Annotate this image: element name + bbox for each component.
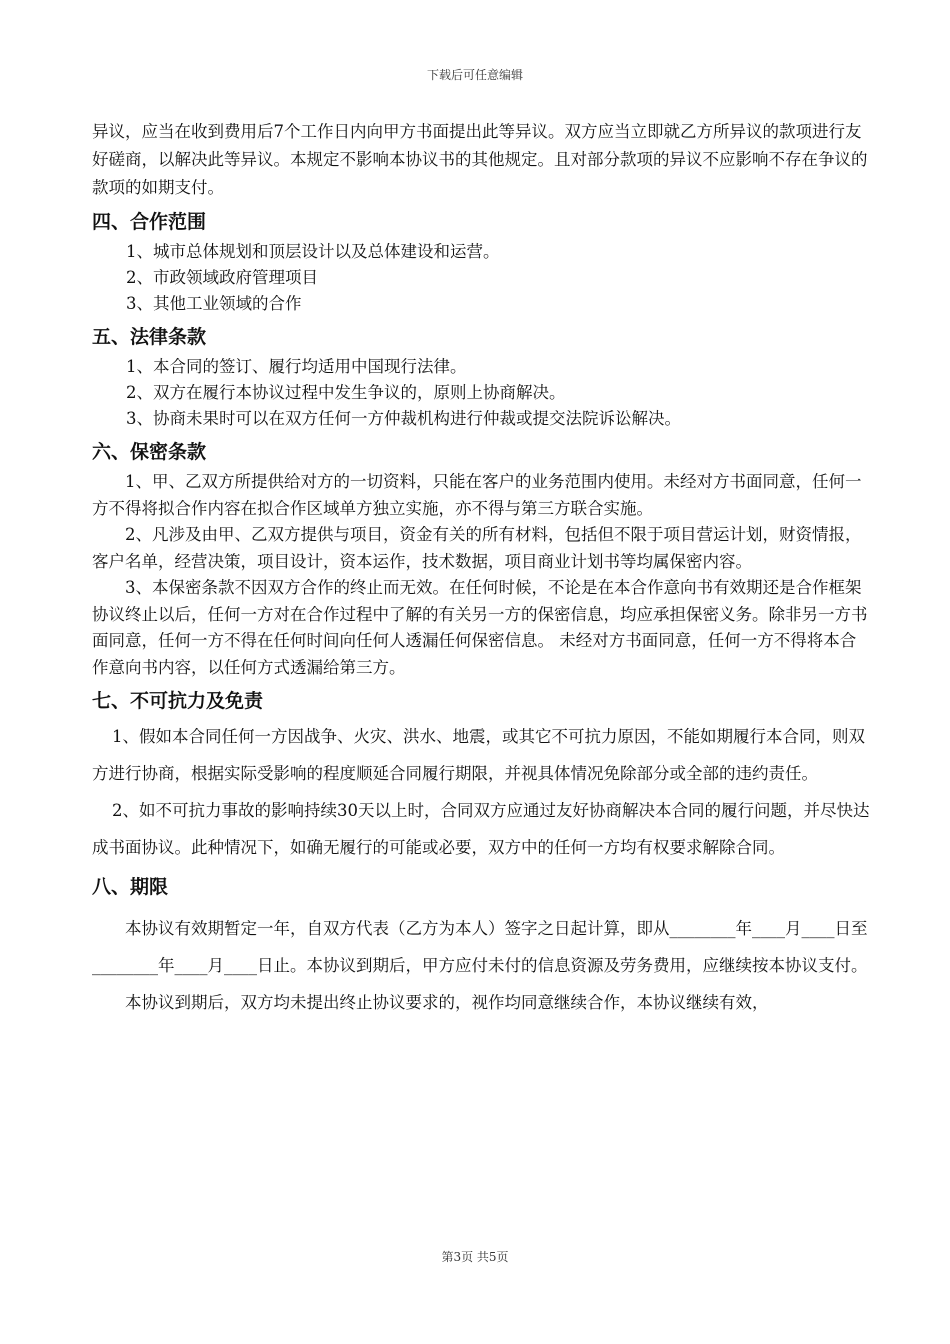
list-item: 3、其他工业领域的合作 (126, 294, 302, 313)
clause-paragraph: 本协议到期后，双方均未提出终止协议要求的，视作均同意继续合作，本协议继续有效， (125, 993, 769, 1012)
section-heading: 六、保密条款 (92, 441, 207, 463)
section-heading: 四、合作范围 (92, 211, 207, 233)
list-item: 3、协商未果时可以在双方任何一方仲裁机构进行仲裁或提交法院诉讼解决。 (126, 409, 681, 428)
page-footer: 第3页 共5页 (441, 1250, 509, 1264)
page-header: 下载后可任意编辑 (426, 68, 523, 82)
clause-paragraph: 2、凡涉及由甲、乙双方提供与项目，资金有关的所有材料，包括但不限于项目营运计划，财资情报，客户名单，经营决策，项目设计，资本运作，技术数据，项目商业计划书等均属保密内容。 (92, 525, 862, 571)
section-heading: 七、不可抗力及免责 (92, 690, 264, 712)
section-heading: 五、法律条款 (92, 326, 207, 348)
clause-paragraph: 1、假如本合同任何一方因战争、火灾、洪水、地震，或其它不可抗力原因，不能如期履行本合同，则双方进行协商，根据实际受影响的程度顺延合同履行期限，并视具体情况免除部分或全部的违约责任。 (92, 727, 865, 783)
list-item: 1、城市总体规划和顶层设计以及总体建设和运营。 (126, 242, 500, 261)
section-term (92, 874, 872, 1021)
list-item: 2、市政领域政府管理项目 (126, 268, 318, 287)
section-cooperation-scope (92, 209, 872, 317)
clause-paragraph: 3、本保密条款不因双方合作的终止而无效。在任何时候，不论是在本合作意向书有效期还是合作框架协议终止以后，任何一方对在合作过程中了解的有关另一方的保密信息，均应承担保密义务。除非另一方书面同意，任何一方不得在任何时间向任何人透漏任何保密信息。 未经对方书面同意，任何一方不得将本合作意向书内容，以任何方式透漏给第三方。 (92, 578, 868, 677)
section-heading: 八、期限 (92, 876, 169, 898)
section-confidentiality (92, 439, 872, 681)
section-force-majeure (92, 688, 872, 866)
section-legal-terms (92, 324, 872, 432)
clause-paragraph: 1、甲、乙双方所提供给对方的一切资料，只能在客户的业务范围内使用。未经对方书面同意，任何一方不得将拟合作内容在拟合作区域单方独立实施，亦不得与第三方联合实施。 (92, 472, 862, 518)
list-item: 2、双方在履行本协议过程中发生争议的，原则上协商解决。 (126, 383, 566, 402)
clause-paragraph: 本协议有效期暂定一年，自双方代表（乙方为本人）签字之日起计算，即从________年____月____日至________年____月____日止。本协议到期后，甲方应付未付的信息资源及劳务费用，应继续按本协议支付。 (92, 919, 868, 975)
intro-paragraph: 异议，应当在收到费用后7个工作日内向甲方书面提出此等异议。双方应当立即就乙方所异议的款项进行友好磋商，以解决此等异议。本规定不影响本协议书的其他规定。且对部分款项的异议不应影响不存在争议的款项的如期支付。 (92, 122, 868, 197)
clause-paragraph: 2、如不可抗力事故的影响持续30天以上时，合同双方应通过友好协商解决本合同的履行问题，并尽快达成书面协议。此种情况下，如确无履行的可能或必要，双方中的任何一方均有权要求解除合同。 (92, 801, 870, 857)
list-item: 1、本合同的签订、履行均适用中国现行法律。 (126, 357, 467, 376)
document-body (92, 118, 872, 1021)
